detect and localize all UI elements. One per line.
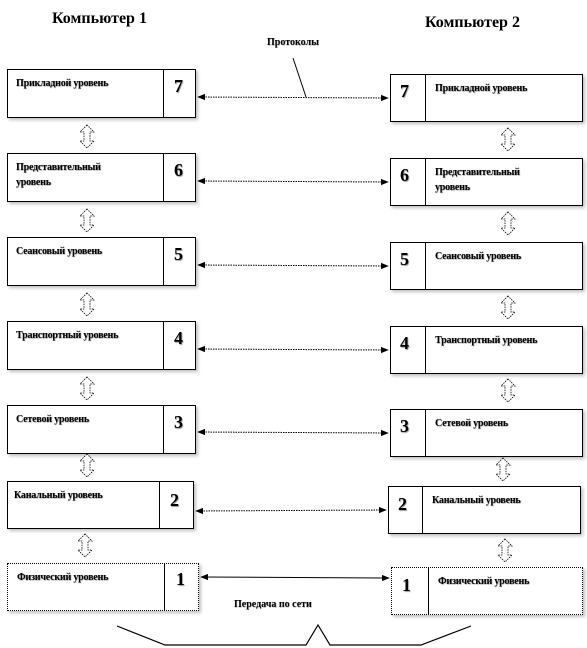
layer-number: 6 (400, 165, 409, 185)
interface-arrow-c2-6-5 (501, 212, 515, 235)
protocols-pointer-line (293, 58, 306, 97)
protocol-arrow-layer-5 (198, 265, 388, 266)
layer-number: 4 (174, 328, 183, 348)
interface-arrows (78, 125, 515, 562)
layer-name: Транспортный уровень (16, 330, 119, 341)
layer-number: 6 (174, 160, 183, 180)
interface-arrow-c2-7-6 (501, 128, 515, 151)
layer-number: 2 (398, 494, 407, 514)
protocol-arrow-layer-3 (198, 432, 388, 433)
interface-arrow-c1-4-3 (80, 377, 94, 400)
protocol-arrow-layer-2 (196, 510, 386, 511)
layer-number: 1 (402, 575, 411, 595)
protocol-arrow-layer-7 (198, 97, 388, 98)
interface-arrow-c1-5-4 (80, 293, 94, 316)
interface-arrow-c1-7-6 (80, 125, 94, 148)
computer-2-title: Компьютер 2 (425, 14, 520, 31)
layer-name: Канальный уровень (432, 495, 521, 506)
interface-arrow-c2-3-2 (496, 458, 510, 481)
interface-arrow-c1-2-1 (78, 534, 92, 557)
interface-arrow-c2-5-4 (501, 296, 515, 319)
layer-name: Представительный уровень (16, 162, 101, 188)
layer-name: Сетевой уровень (16, 414, 89, 425)
layer-number: 1 (176, 569, 185, 589)
layer-name: Физический уровень (438, 576, 530, 587)
layer-number: 3 (400, 416, 409, 436)
layer-name: Сеансовый уровень (16, 246, 103, 257)
interface-arrow-c2-4-3 (501, 379, 515, 402)
network-transmission-brace (117, 625, 471, 645)
layer-name: Представительный уровень (435, 167, 520, 193)
layer-name: Канальный уровень (14, 490, 103, 501)
protocol-arrows (196, 97, 389, 578)
protocols-label: Протоколы (267, 37, 319, 48)
layer-number: 3 (174, 412, 183, 432)
layer-number: 5 (400, 249, 409, 269)
layer-number: 7 (174, 76, 183, 96)
interface-arrow-c2-2-1 (498, 539, 512, 562)
layer-number: 7 (400, 81, 409, 101)
network-transmission-label: Передача по сети (234, 599, 312, 610)
layer-name: Прикладной уровень (16, 78, 109, 89)
layer-number: 4 (400, 333, 409, 353)
physical-link-arrow (201, 577, 389, 578)
layer-name: Физический уровень (17, 572, 109, 583)
layer-name: Сеансовый уровень (435, 251, 522, 262)
layer-number: 2 (170, 490, 179, 510)
protocol-arrow-layer-6 (198, 181, 388, 182)
protocol-arrow-layer-4 (198, 349, 388, 350)
layer-number: 5 (174, 244, 183, 264)
layer-name: Транспортный уровень (435, 335, 538, 346)
interface-arrow-c1-3-2 (80, 454, 94, 477)
layer-name: Сетевой уровень (435, 418, 508, 429)
interface-arrow-c1-6-5 (80, 209, 94, 232)
layer-name: Прикладной уровень (435, 83, 528, 94)
computer-1-title: Компьютер 1 (52, 10, 147, 27)
